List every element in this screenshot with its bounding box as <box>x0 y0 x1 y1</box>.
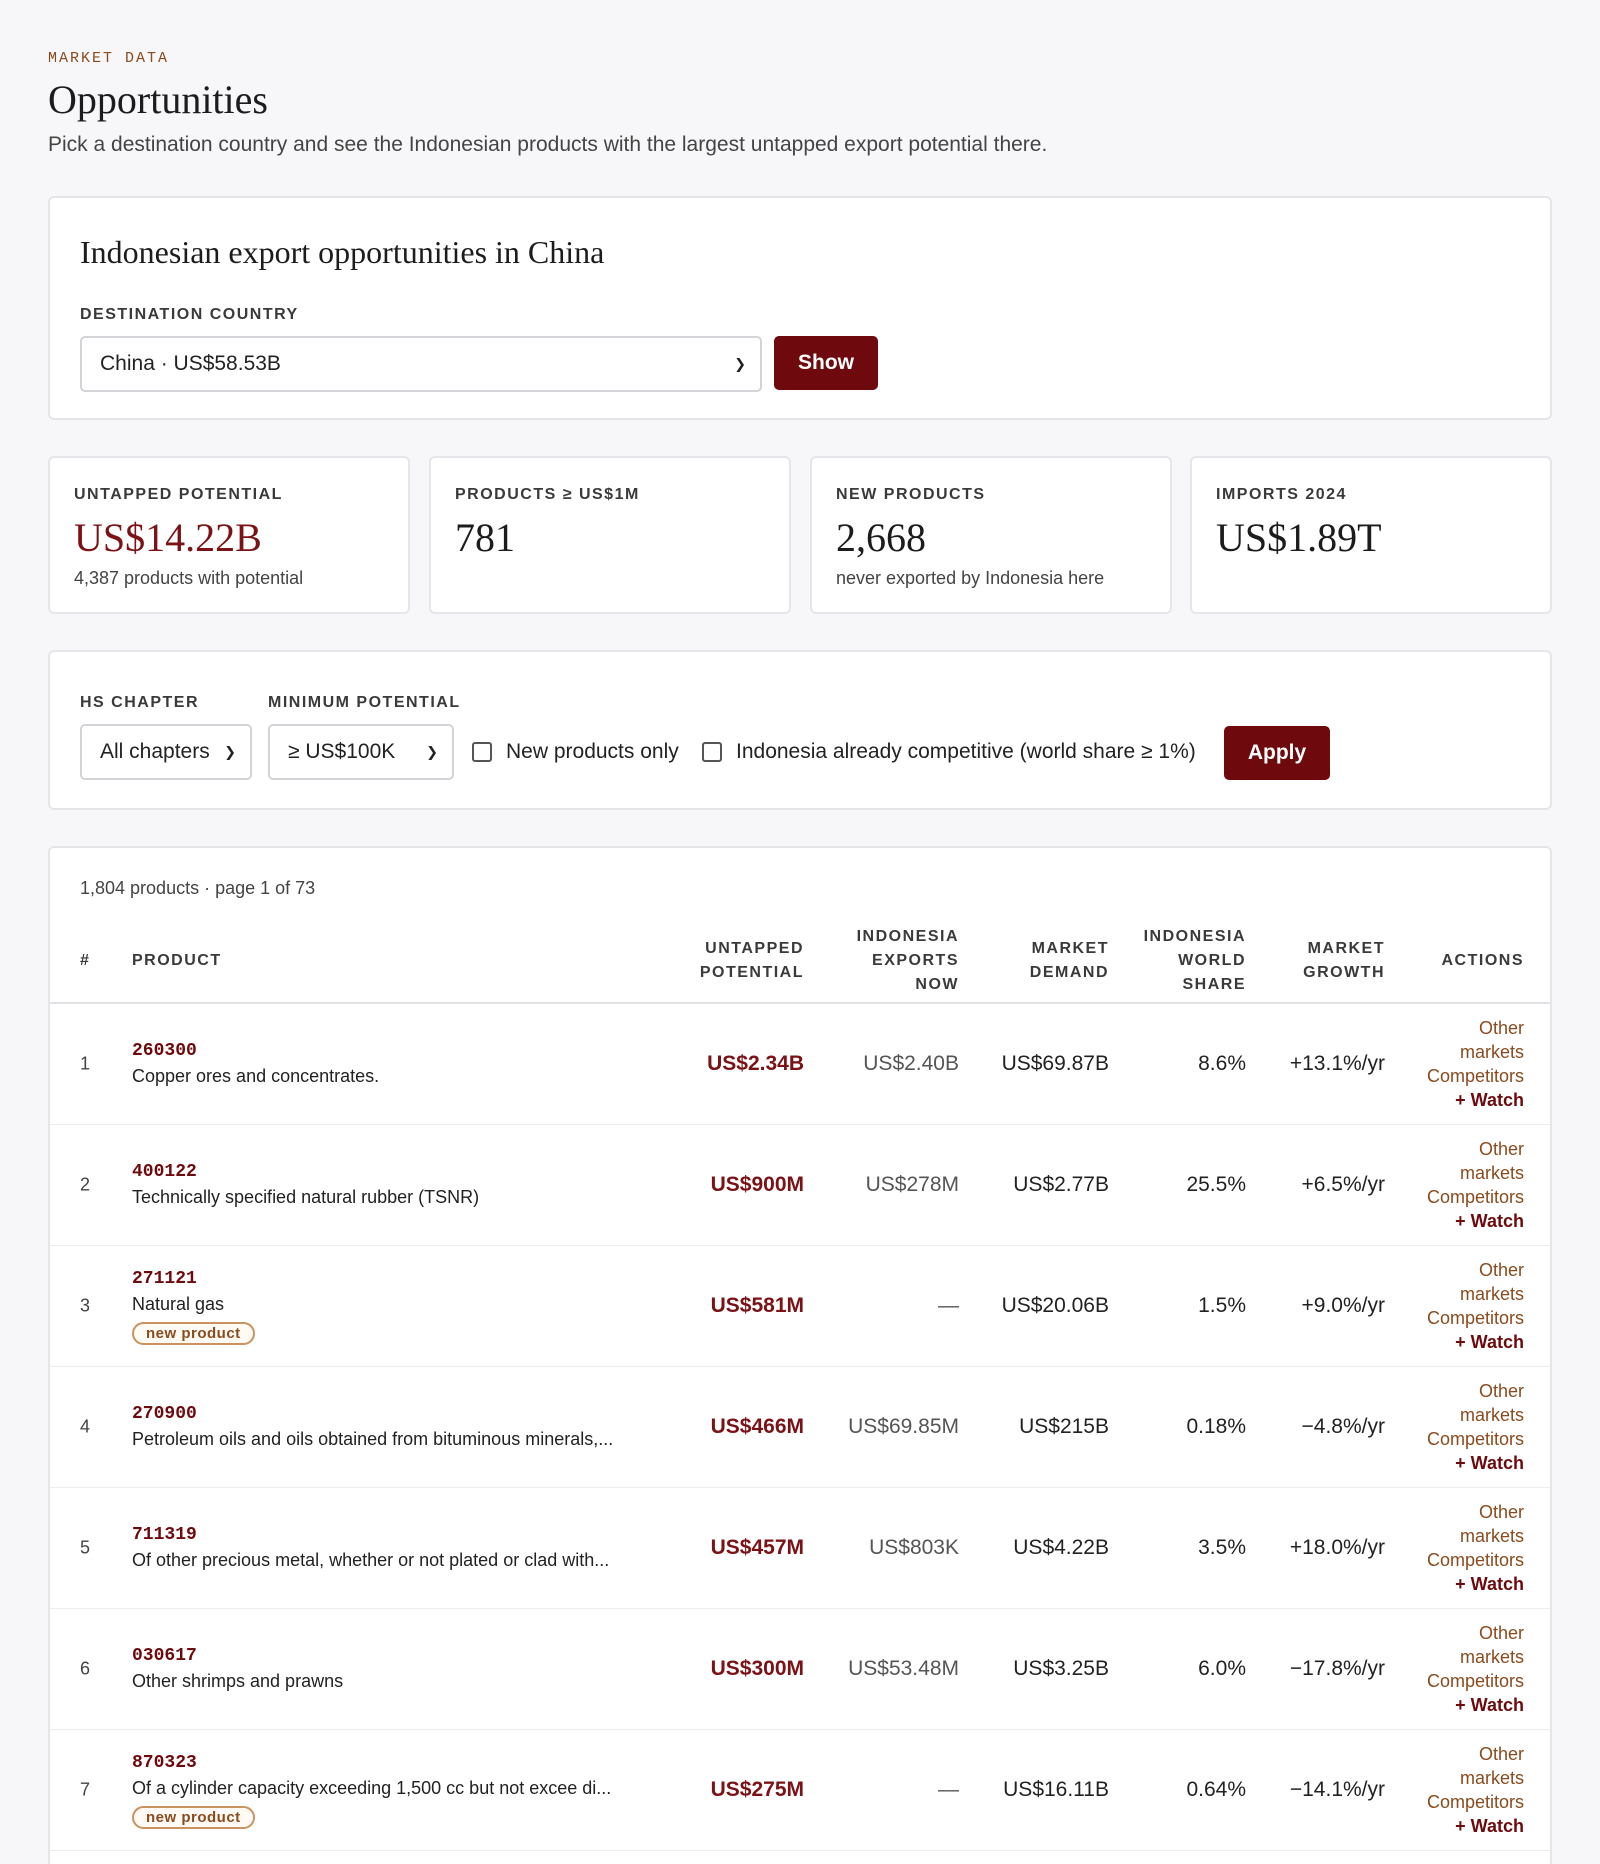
product-name: Of other precious metal, whether or not plated or clad with... <box>132 1550 610 1570</box>
product-cell <box>132 1751 662 1829</box>
link-line: Other <box>1478 1502 1524 1522</box>
competitors-link[interactable]: Competitors <box>1426 1308 1524 1328</box>
header-line: INDONESIA <box>856 928 959 945</box>
header-line: GROWTH <box>1303 964 1385 981</box>
watch-button[interactable]: + Watch <box>1455 1453 1524 1473</box>
row-actions <box>1427 1379 1524 1475</box>
checkbox-label: New products only <box>506 740 679 763</box>
market-growth-value: −14.1%/yr <box>1289 1778 1385 1801</box>
hs-code-link[interactable]: 711319 <box>132 1525 197 1545</box>
stat-label: PRODUCTS ≥ US$1M <box>455 486 640 503</box>
indonesia-exports-value: US$69.85M <box>848 1415 959 1438</box>
checkbox-box[interactable] <box>702 742 722 762</box>
minimum-potential-value: ≥ US$100K <box>288 740 396 763</box>
world-share-value: 8.6% <box>1198 1052 1246 1075</box>
row-index: 7 <box>80 1779 91 1800</box>
market-growth-value: +13.1%/yr <box>1289 1052 1385 1075</box>
table-row <box>50 1488 1552 1609</box>
untapped-potential-value: US$581M <box>710 1294 804 1317</box>
world-share-value: 6.0% <box>1198 1657 1246 1680</box>
header-line: EXPORTS <box>872 952 959 969</box>
market-demand-value: US$4.22B <box>1013 1536 1109 1559</box>
chevron-down-icon: ❯ <box>734 355 746 372</box>
market-demand-value: US$215B <box>1019 1415 1109 1438</box>
hs-code-link[interactable]: 271121 <box>132 1269 197 1289</box>
product-cell <box>132 1523 662 1573</box>
page-title: Opportunities <box>48 77 268 122</box>
other-markets-link[interactable] <box>1427 1016 1524 1064</box>
world-share-value: 0.18% <box>1186 1415 1246 1438</box>
link-line: markets <box>1459 1405 1524 1425</box>
market-demand-value: US$2.77B <box>1013 1173 1109 1196</box>
hs-code-link[interactable]: 400122 <box>132 1162 197 1182</box>
product-cell <box>132 1039 662 1089</box>
competitors-link[interactable]: Competitors <box>1426 1550 1524 1570</box>
row-index: 2 <box>80 1174 91 1195</box>
table-row <box>50 1730 1552 1851</box>
header-market-growth[interactable] <box>1303 937 1385 985</box>
untapped-potential-value: US$466M <box>710 1415 804 1438</box>
filter-card <box>48 650 1552 810</box>
indonesia-exports-value: US$53.48M <box>848 1657 959 1680</box>
hs-code-link[interactable]: 030617 <box>132 1646 197 1666</box>
hs-code-link[interactable]: 270900 <box>132 1404 197 1424</box>
stat-label: UNTAPPED POTENTIAL <box>74 486 283 503</box>
link-line: markets <box>1459 1163 1524 1183</box>
product-cell <box>132 1267 662 1345</box>
competitors-link[interactable]: Competitors <box>1426 1792 1524 1812</box>
market-growth-value: +9.0%/yr <box>1301 1294 1385 1317</box>
world-share-value: 25.5% <box>1186 1173 1246 1196</box>
header-indonesia-exports[interactable] <box>857 925 959 997</box>
world-share-value: 3.5% <box>1198 1536 1246 1559</box>
link-line: Other <box>1478 1381 1524 1401</box>
watch-button[interactable]: + Watch <box>1455 1574 1524 1594</box>
product-cell <box>132 1644 662 1694</box>
minimum-potential-label: MINIMUM POTENTIAL <box>268 694 461 711</box>
hs-code-link[interactable]: 870323 <box>132 1753 197 1773</box>
market-growth-value: −17.8%/yr <box>1289 1657 1385 1680</box>
table-row <box>50 1367 1552 1488</box>
link-line: Other <box>1478 1018 1524 1038</box>
results-table-card <box>48 846 1552 1864</box>
table-body <box>50 1004 1552 1851</box>
row-index: 4 <box>80 1416 91 1437</box>
table-row <box>50 1609 1552 1730</box>
market-demand-value: US$3.25B <box>1013 1657 1109 1680</box>
indonesia-exports-value: — <box>938 1778 959 1801</box>
other-markets-link[interactable] <box>1427 1621 1524 1669</box>
header-actions: ACTIONS <box>1441 952 1524 969</box>
section-eyebrow: MARKET DATA <box>48 50 170 67</box>
other-markets-link[interactable] <box>1427 1137 1524 1185</box>
row-actions <box>1427 1742 1524 1838</box>
stat-untapped-potential <box>48 456 410 614</box>
link-line: markets <box>1459 1284 1524 1304</box>
product-name: Natural gas <box>132 1294 225 1314</box>
apply-button[interactable]: Apply <box>1224 726 1330 780</box>
stat-new-products <box>810 456 1172 614</box>
untapped-potential-value: US$2.34B <box>707 1052 804 1075</box>
stat-products-over-1m <box>429 456 791 614</box>
competitors-link[interactable]: Competitors <box>1426 1066 1524 1086</box>
market-demand-value: US$20.06B <box>1001 1294 1109 1317</box>
product-cell <box>132 1160 662 1210</box>
link-line: markets <box>1459 1768 1524 1788</box>
product-cell <box>132 1402 662 1452</box>
product-name: Copper ores and concentrates. <box>132 1066 380 1086</box>
watch-button[interactable]: + Watch <box>1455 1211 1524 1231</box>
hs-chapter-value: All chapters <box>100 740 210 763</box>
checkbox-label: Indonesia already competitive (world share ≥ 1%) <box>736 740 1196 763</box>
hs-chapter-select[interactable] <box>80 724 252 780</box>
row-actions <box>1427 1258 1524 1354</box>
header-index: # <box>80 952 91 969</box>
untapped-potential-value: US$900M <box>710 1173 804 1196</box>
header-text: PRODUCT <box>132 952 222 969</box>
header-line: MARKET <box>1307 940 1385 957</box>
card-title: Indonesian export opportunities in China <box>80 234 605 270</box>
row-index: 3 <box>80 1295 91 1316</box>
header-line: POTENTIAL <box>699 964 804 981</box>
result-count: 1,804 products · page 1 of 73 <box>80 878 316 898</box>
product-name: Other shrimps and prawns <box>132 1671 344 1691</box>
row-actions <box>1427 1621 1524 1717</box>
header-world-share[interactable] <box>1144 925 1246 997</box>
indonesia-exports-value: US$2.40B <box>863 1052 959 1075</box>
link-line: markets <box>1459 1526 1524 1546</box>
world-share-value: 0.64% <box>1186 1778 1246 1801</box>
new-product-badge: new product <box>132 1806 255 1829</box>
new-products-only-checkbox[interactable] <box>472 740 679 764</box>
row-actions <box>1427 1137 1524 1233</box>
link-line: Other <box>1478 1139 1524 1159</box>
hs-code-link[interactable]: 260300 <box>132 1041 197 1061</box>
link-line: Other <box>1478 1260 1524 1280</box>
product-name: Of a cylinder capacity exceeding 1,500 cc but not excee di... <box>132 1778 612 1798</box>
row-index: 1 <box>80 1053 91 1074</box>
link-line: Other <box>1478 1623 1524 1643</box>
header-line: DEMAND <box>1029 964 1109 981</box>
stat-imports-2024 <box>1190 456 1552 614</box>
untapped-potential-value: US$457M <box>710 1536 804 1559</box>
product-name: Technically specified natural rubber (TSNR) <box>132 1187 480 1207</box>
minimum-potential-select[interactable] <box>268 724 454 780</box>
product-name: Petroleum oils and oils obtained from bituminous minerals,... <box>132 1429 614 1449</box>
chevron-down-icon: ❯ <box>426 743 438 760</box>
header-line: UNTAPPED <box>705 940 804 957</box>
row-index: 5 <box>80 1537 91 1558</box>
indonesia-exports-value: — <box>938 1294 959 1317</box>
market-demand-value: US$69.87B <box>1001 1052 1109 1075</box>
table-row <box>50 1246 1552 1367</box>
show-button[interactable]: Show <box>774 336 878 390</box>
competitive-checkbox[interactable] <box>702 740 1196 764</box>
untapped-potential-value: US$275M <box>710 1778 804 1801</box>
table-header <box>50 918 1552 1004</box>
stat-value: US$1.89T <box>1216 515 1382 560</box>
link-line: markets <box>1459 1042 1524 1062</box>
hs-chapter-label: HS CHAPTER <box>80 694 200 711</box>
country-card <box>48 196 1552 420</box>
watch-button[interactable]: + Watch <box>1455 1332 1524 1352</box>
indonesia-exports-value: US$803K <box>869 1536 959 1559</box>
page-subtitle: Pick a destination country and see the Indonesian products with the largest untapped export potential there. <box>48 133 1048 156</box>
link-line: markets <box>1459 1647 1524 1667</box>
other-markets-link[interactable] <box>1427 1500 1524 1548</box>
watch-button[interactable]: + Watch <box>1455 1695 1524 1715</box>
stat-note: 4,387 products with potential <box>74 568 304 588</box>
market-growth-value: −4.8%/yr <box>1301 1415 1385 1438</box>
destination-country-select[interactable] <box>80 336 762 392</box>
competitors-link[interactable]: Competitors <box>1426 1671 1524 1691</box>
stat-label: IMPORTS 2024 <box>1216 486 1347 503</box>
stat-value: US$14.22B <box>74 515 262 560</box>
competitors-link[interactable]: Competitors <box>1426 1429 1524 1449</box>
header-line: INDONESIA <box>1143 928 1246 945</box>
market-demand-value: US$16.11B <box>1003 1778 1109 1801</box>
market-growth-value: +6.5%/yr <box>1301 1173 1385 1196</box>
competitors-link[interactable]: Competitors <box>1426 1187 1524 1207</box>
watch-button[interactable]: + Watch <box>1455 1816 1524 1836</box>
link-line: Other <box>1478 1744 1524 1764</box>
header-line: SHARE <box>1182 976 1246 993</box>
stat-value: 2,668 <box>836 515 926 560</box>
row-actions <box>1427 1016 1524 1112</box>
table-row <box>50 1125 1552 1246</box>
header-product[interactable] <box>132 949 222 973</box>
new-product-badge: new product <box>132 1322 255 1345</box>
indonesia-exports-value: US$278M <box>865 1173 959 1196</box>
watch-button[interactable]: + Watch <box>1455 1090 1524 1110</box>
world-share-value: 1.5% <box>1198 1294 1246 1317</box>
other-markets-link[interactable] <box>1427 1742 1524 1790</box>
header-line: NOW <box>915 976 959 993</box>
destination-country-label: DESTINATION COUNTRY <box>80 306 299 323</box>
destination-country-value: China · US$58.53B <box>100 352 281 375</box>
other-markets-link[interactable] <box>1427 1258 1524 1306</box>
stat-label: NEW PRODUCTS <box>836 486 986 503</box>
stat-value: 781 <box>455 515 515 560</box>
row-actions <box>1427 1500 1524 1596</box>
other-markets-link[interactable] <box>1427 1379 1524 1427</box>
header-market-demand[interactable] <box>1030 937 1109 985</box>
row-index: 6 <box>80 1658 91 1679</box>
checkbox-box[interactable] <box>472 742 492 762</box>
header-untapped-potential[interactable] <box>700 937 804 985</box>
table-row <box>50 1004 1552 1125</box>
header-line: MARKET <box>1031 940 1109 957</box>
untapped-potential-value: US$300M <box>710 1657 804 1680</box>
chevron-down-icon: ❯ <box>224 743 236 760</box>
stat-note: never exported by Indonesia here <box>836 568 1105 588</box>
market-growth-value: +18.0%/yr <box>1289 1536 1385 1559</box>
header-line: WORLD <box>1178 952 1246 969</box>
